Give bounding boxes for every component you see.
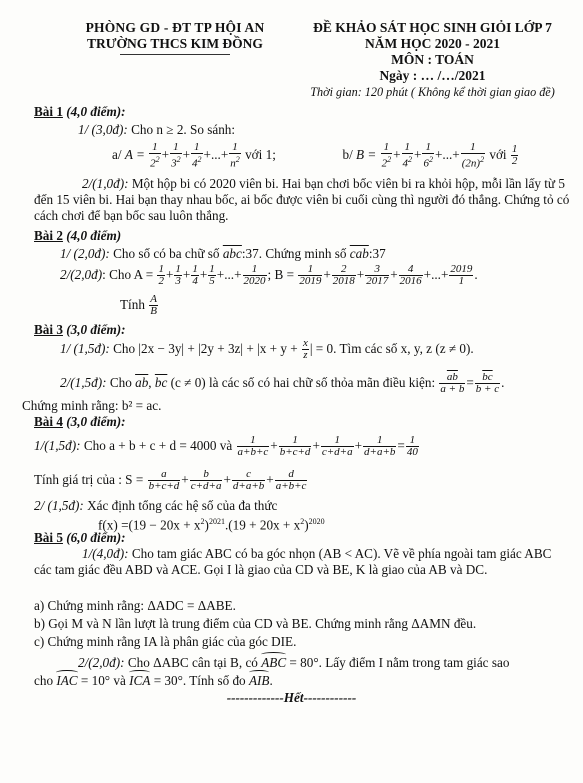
bai4-p1-text: Cho a + b + c + d = 4000 và	[83, 438, 233, 453]
bai5-p2-text2: = 80°. Lấy điểm I nằm trong tam giác sao	[286, 655, 510, 670]
bai1-p2	[34, 176, 571, 224]
bai5-p2-label: 2/(2,0đ):	[78, 655, 125, 670]
bai5-c: c) Chứng minh rằng IA là phân giác của góc DIE.	[34, 634, 297, 649]
angle-abc: ABC	[261, 652, 286, 671]
bai3-p1-label: 1/ (1,5đ):	[60, 341, 110, 356]
bai2-p1	[60, 246, 571, 262]
bai3-p2-prove	[22, 398, 571, 414]
bai2-p2-label: 2/(2,0đ)	[60, 267, 103, 282]
bai5-points: (6,0 điểm):	[66, 530, 126, 545]
angle-iac: IAC	[56, 670, 77, 689]
bai4-p1: 1/(1,5đ): Cho a + b + c + d = 4000 và $\frac{1}{a+b+c}$ + $\frac{1}{b+c+d}$ + $\frac{1}{c+d+a}$ + $\frac{1}{d+a+b}$ = $\frac{1}{40}$	[34, 434, 418, 459]
bai3-p2-text1: Cho	[109, 375, 136, 390]
end-marker: -------------Hết------------	[226, 690, 357, 705]
bai3-p2-label: 2/(1,5đ):	[60, 375, 107, 390]
bai3-p1: 1/ (1,5đ): Cho |2x − 3y| + |2y + 3z| + |x + y + $\frac{x}{z}$ | = 0. Tìm các số x, y, z (z ≠ 0).	[60, 337, 474, 362]
bai1-p1-text: Cho n ≥ 2. So sánh:	[131, 122, 236, 137]
bai4-p2-text: Xác định tổng các hệ số của đa thức	[87, 498, 278, 513]
school-name: TRƯỜNG THCS KIM ĐỒNG	[87, 36, 263, 51]
bai4-tinh-text: Tính giá trị của : S =	[34, 472, 147, 487]
bai5-a: a) Chứng minh rằng: ΔADC = ΔABE.	[34, 598, 236, 613]
bai2-p1-text1: Cho số có ba chữ số	[113, 246, 223, 261]
bai3-title: Bài 3	[34, 322, 63, 337]
bai1-a-label: a/	[112, 146, 122, 162]
bai3-p1-text1: Cho |2x − 3y| + |2y + 3z| + |x + y +	[113, 341, 301, 356]
header-underline	[120, 54, 230, 55]
bai1-a-after: với 1;	[245, 146, 276, 162]
bai5-title: Bài 5	[34, 530, 63, 545]
bai5-b: b) Gọi M và N lần lượt là trung điểm của CD và BE. Chứng minh rằng ΔAMN đều.	[34, 616, 477, 631]
bai2-title: Bài 2	[34, 228, 63, 243]
bai3-p2-text2: (c ≠ 0) là các số có hai chữ số thỏa mãn điều kiện:	[167, 375, 439, 390]
bai2-points: (4,0 điểm)	[66, 228, 122, 243]
subject: MÔN : TOÁN	[391, 52, 474, 67]
bai3-comma: ,	[148, 375, 155, 390]
poly-part4: )	[304, 517, 309, 533]
bai5-p2-text3: cho	[34, 673, 57, 688]
school-year: NĂM HỌC 2020 - 2021	[365, 36, 500, 51]
exam-date: Ngày : … /…/2021	[379, 68, 486, 83]
header-right	[295, 20, 570, 100]
bai4-p2	[34, 498, 571, 514]
bai1-title: Bài 1	[34, 104, 63, 119]
bai5-p2	[78, 652, 571, 671]
bai1-p2-label: 2/(1,0đ):	[82, 176, 129, 191]
bai1-p1-label: 1/ (3,0đ):	[78, 122, 128, 137]
bai4-heading	[34, 414, 571, 430]
bai2-abc: $\overline{abc}$	[222, 246, 242, 261]
poly-part3: .(19 + 20x + x	[224, 517, 301, 533]
bai1-a-text: A =	[124, 146, 149, 162]
angle-ica: ICA	[129, 670, 150, 689]
poly-part2: )	[204, 517, 209, 533]
bai1-ab: a/ A = $\frac{1}{2^2}$ + $\frac{1}{3^2}$ + $\frac{1}{4^2}$ +...+ $\frac{1}{n^2}$ với 1; b/ B = $\frac{1}{2^2}$ + $\frac{1}{4^2}$ + $\frac{1}{6^2}$ +...+ $\frac{1}{(2n)^2}$ với $\frac{1}{2}$	[112, 141, 518, 170]
poly-part1: f(x) =(19 − 20x + x	[98, 517, 201, 533]
bai1-b-after: với	[489, 146, 507, 162]
bai5-p2-text4: = 10° và	[77, 673, 130, 688]
bai3-points: (3,0 điểm):	[66, 322, 126, 337]
bai1-b-label: b/	[342, 146, 353, 162]
bai2-p1-text3: :37	[368, 246, 386, 261]
bai4-p1-label: 1/(1,5đ):	[34, 438, 81, 453]
bai1-heading	[34, 104, 571, 120]
bai1-points: (4,0 điểm):	[66, 104, 126, 119]
bai5-p2-text6: .	[269, 673, 273, 688]
bai4-p2-label: 2/ (1,5đ):	[34, 498, 84, 513]
bai5-heading	[34, 530, 571, 546]
angle-aib: AIB	[249, 670, 270, 689]
bai2-tinh-text: Tính	[120, 297, 145, 312]
bai5-p2-text5: = 30°. Tính số đo	[150, 673, 249, 688]
bai1-p2-text: Một hộp bi có 2020 viên bi. Hai bạn chơi bốc viên bi ra khỏi hộp, mỗi lần lấy từ 5 đến 15 viên bi. Hai bạn thay nhau bốc, ai bốc được viên bi cuối cùng thì người đó thắng. Chứng tỏ có cách chơi để bạn bốc sau luôn thắng.	[34, 176, 570, 223]
bai2-p2: 2/(2,0đ): Cho A = $\frac{1}{2}$ + $\frac{1}{3}$ + $\frac{1}{4}$ + $\frac{1}{5}$ +...+ $\frac{1}{2020}$ ; B = $\frac{1}{2019}$ + $\frac{2}{2018}$ + $\frac{3}{2017}$ + $\frac{4}{2016}$ +...+ $\frac{2019}{1}$ .	[60, 263, 478, 288]
bai3-p1-text2: | = 0. Tìm các số x, y, z (z ≠ 0).	[309, 341, 474, 356]
header-left	[60, 20, 290, 55]
bai4-title: Bài 4	[34, 414, 63, 429]
bai5-p2-text1: Cho ΔABC cân tại B, có	[127, 655, 262, 670]
bai5-p2-line2	[34, 670, 571, 689]
exam-duration: Thời gian: 120 phút ( Không kể thời gian giao đề)	[310, 85, 555, 99]
bai4-tinh: Tính giá trị của : S = $\frac{a}{b+c+d}$ + $\frac{b}{c+d+a}$ + $\frac{c}{d+a+b}$ + $\frac{d}{a+b+c}$	[34, 468, 307, 493]
bai2-cab: $\overline{cab}$	[349, 246, 369, 261]
bai2-heading	[34, 228, 571, 244]
bai2-b-text: ; B =	[267, 267, 298, 282]
bai1-b-text: B =	[356, 146, 380, 162]
bai2-p1-text2: :37. Chứng minh số	[241, 246, 350, 261]
poly-exp2: 2021	[208, 517, 225, 526]
bai3-p2: 2/(1,5đ): Cho $\overline{ab}$, $\overline{bc}$ (c ≠ 0) là các số có hai chữ số thỏa mãn điều kiện: $\frac{\overline{ab}}{a + b}$ = $\frac{\overline{bc}}{b + c}$ .	[60, 371, 505, 396]
bai3-bc: $\overline{bc}$	[154, 375, 168, 390]
bai1-p1	[78, 122, 571, 138]
poly-exp1: 2	[200, 517, 205, 526]
bai2-tinh: Tính $\frac{A}{B}$	[120, 293, 157, 318]
exam-title: ĐỀ KHẢO SÁT HỌC SINH GIỎI LỚP 7	[313, 20, 552, 35]
department-name: PHÒNG GD - ĐT TP HỘI AN	[85, 20, 265, 35]
bai5-p1-label: 1/(4,0đ):	[82, 546, 129, 561]
bai4-points: (3,0 điểm):	[66, 414, 126, 429]
bai2-p2-text: : Cho A =	[102, 267, 157, 282]
bai5-p1	[34, 546, 571, 578]
bai2-p1-label: 1/ (2,0đ):	[60, 246, 110, 261]
bai5-p1-text: Cho tam giác ABC có ba góc nhọn (AB < AC). Vẽ về phía ngoài tam giác ABC các tam giác đều ABD và ACE. Gọi I là giao của CD và BE, K là giao của AB và DC.	[34, 546, 552, 577]
bai3-p2-text3: Chứng minh rằng: b² = ac.	[22, 398, 162, 413]
poly-exp3: 2	[300, 517, 305, 526]
poly-exp4: 2020	[308, 517, 325, 526]
bai3-ab: $\overline{ab}$	[135, 375, 149, 390]
